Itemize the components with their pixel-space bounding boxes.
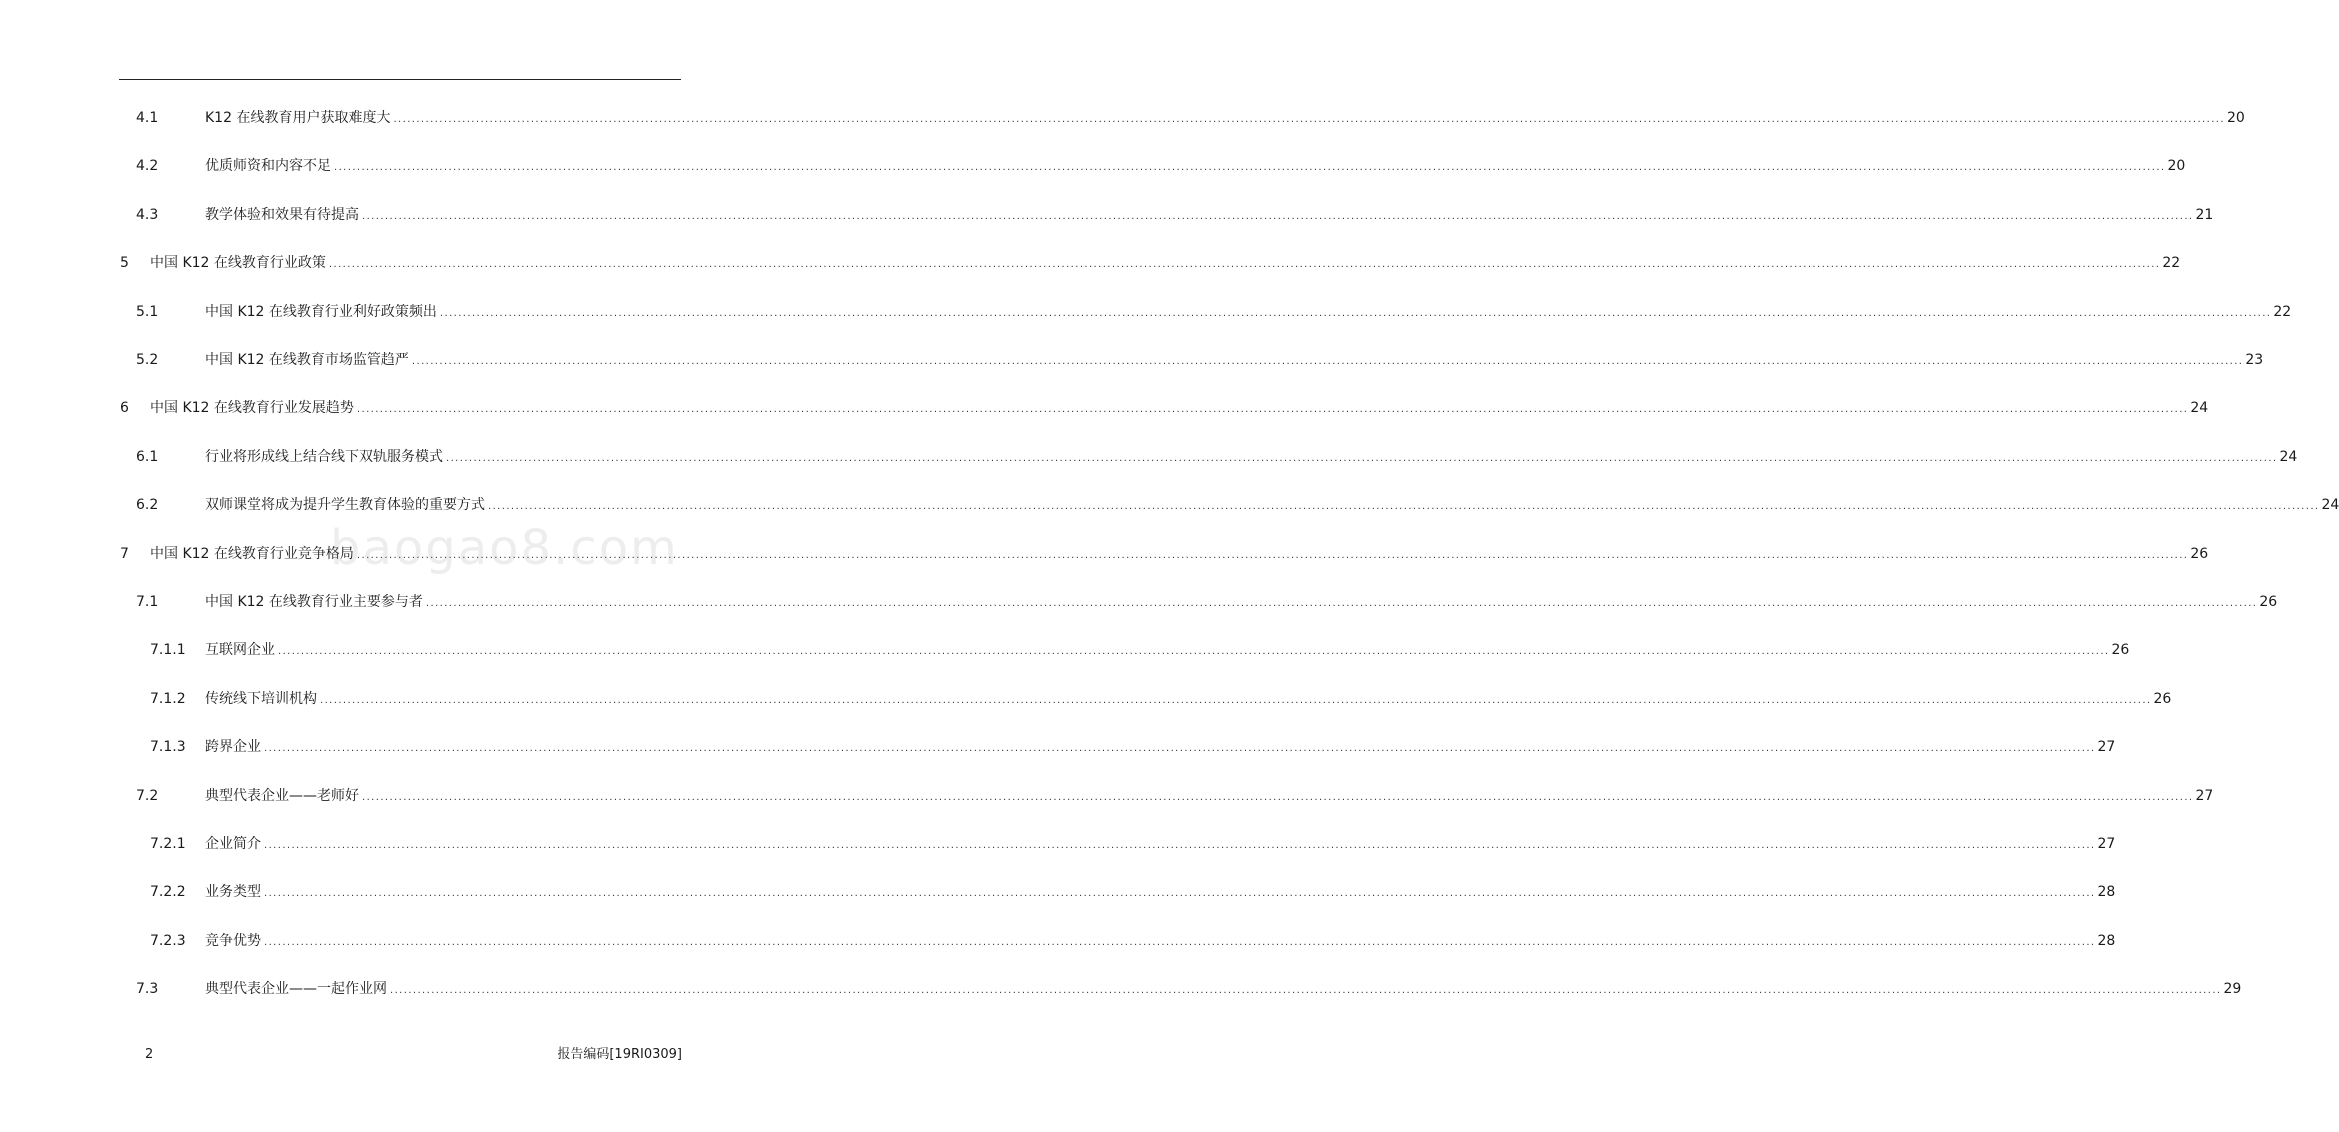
toc-entry-line [205, 493, 2339, 519]
toc-entry[interactable] [0, 687, 2172, 711]
toc-entry[interactable] [0, 493, 2339, 517]
toc-entry-number: 7.1 [136, 594, 159, 610]
toc-entry-number: 7.2.3 [150, 933, 186, 949]
toc-entry-page: 22 [2162, 255, 2181, 271]
toc-entry-number: 4.3 [136, 207, 159, 223]
toc-entry-number: 6.2 [136, 497, 159, 513]
toc-entry-title: 中国 K12 在线教育行业发展趋势 [150, 400, 354, 416]
toc-entry-title: K12 在线教育用户获取难度大 [205, 110, 391, 126]
toc-entry-line [150, 251, 2181, 277]
toc-entry-number: 5 [120, 255, 129, 271]
toc-entry-number: 4.1 [136, 110, 159, 126]
toc-entry-title: 中国 K12 在线教育行业政策 [150, 255, 326, 271]
toc-dot-leader: ................................................................................................................................................................................................................................................................................................................................................................................................................ [362, 792, 2194, 803]
toc-entry-title: 中国 K12 在线教育行业主要参与者 [205, 594, 423, 610]
footer-report-code: 报告编码[19RI0309] [557, 1047, 682, 1062]
toc-entry[interactable] [0, 735, 2116, 759]
toc-entry-title: 中国 K12 在线教育行业竞争格局 [150, 546, 354, 562]
toc-entry-line [205, 300, 2292, 326]
toc-entry-page: 28 [2097, 884, 2116, 900]
toc-entry-page: 27 [2097, 739, 2116, 755]
toc-entry-line [205, 590, 2278, 616]
toc-dot-leader: ................................................................................................................................................................................................................................................................................................................................................................................................................ [446, 453, 2278, 464]
toc-entry-title: 跨界企业 [205, 739, 261, 755]
toc-entry-line [205, 348, 2264, 374]
toc-dot-leader: ................................................................................................................................................................................................................................................................................................................................................................................................................ [390, 985, 2222, 996]
toc-entry-number: 6.1 [136, 449, 159, 465]
toc-entry-page: 27 [2195, 788, 2214, 804]
toc-entry[interactable] [0, 348, 2264, 372]
toc-entry-page: 28 [2097, 933, 2116, 949]
toc-entry-page: 29 [2223, 981, 2242, 997]
toc-entry-number: 5.1 [136, 304, 159, 320]
toc-entry[interactable] [0, 300, 2292, 324]
toc-dot-leader: ................................................................................................................................................................................................................................................................................................................................................................................................................ [264, 888, 2096, 899]
toc-entry-title: 中国 K12 在线教育行业利好政策频出 [205, 304, 437, 320]
toc-dot-leader: ................................................................................................................................................................................................................................................................................................................................................................................................................ [264, 743, 2096, 754]
toc-entry-page: 26 [2190, 546, 2209, 562]
toc-entry[interactable] [0, 106, 2245, 130]
toc-entry-number: 6 [120, 400, 129, 416]
toc-entry-number: 7.1.1 [150, 642, 186, 658]
toc-entry-title: 竞争优势 [205, 933, 261, 949]
toc-entry[interactable] [0, 832, 2116, 856]
toc-dot-leader: ................................................................................................................................................................................................................................................................................................................................................................................................................ [411, 356, 2244, 367]
toc-entry-title: 典型代表企业——老师好 [205, 788, 359, 804]
toc-entry-line [205, 106, 2245, 132]
toc-entry-page: 26 [2153, 691, 2172, 707]
toc-dot-leader: ................................................................................................................................................................................................................................................................................................................................................................................................................ [356, 404, 2189, 415]
toc-entry-number: 5.2 [136, 352, 159, 368]
toc-entry-page: 26 [2111, 642, 2130, 658]
toc-dot-leader: ................................................................................................................................................................................................................................................................................................................................................................................................................ [320, 695, 2152, 706]
toc-entry[interactable] [0, 590, 2278, 614]
toc-entry[interactable] [0, 638, 2130, 662]
toc-entry[interactable] [0, 784, 2214, 808]
toc-entry[interactable] [0, 929, 2116, 953]
toc-dot-leader: ................................................................................................................................................................................................................................................................................................................................................................................................................ [264, 937, 2096, 948]
toc-entry-page: 20 [2226, 110, 2245, 126]
toc-entry-number: 7.1.2 [150, 691, 186, 707]
toc-entry-line [205, 203, 2214, 229]
toc-entry-title: 业务类型 [205, 884, 261, 900]
toc-entry-line [205, 445, 2298, 471]
toc-dot-leader: ................................................................................................................................................................................................................................................................................................................................................................................................................ [334, 162, 2166, 173]
toc-entry-title: 典型代表企业——一起作业网 [205, 981, 387, 997]
toc-entry-number: 7.2.1 [150, 836, 186, 852]
toc-dot-leader: ................................................................................................................................................................................................................................................................................................................................................................................................................ [393, 114, 2225, 125]
toc-entry[interactable] [0, 251, 2181, 275]
toc-entry-line [205, 880, 2116, 906]
toc-entry[interactable] [0, 154, 2186, 178]
toc-entry[interactable] [0, 445, 2298, 469]
toc-entry-line [205, 784, 2214, 810]
toc-entry-page: 24 [2279, 449, 2298, 465]
toc-entry-title: 行业将形成线上结合线下双轨服务模式 [205, 449, 443, 465]
toc-entry[interactable] [0, 880, 2116, 904]
watermark: baogao8.com [330, 520, 679, 576]
footer-page-number: 2 [145, 1047, 154, 1062]
toc-entry-title: 中国 K12 在线教育市场监管趋严 [205, 352, 409, 368]
toc-entry-title: 传统线下培训机构 [205, 691, 317, 707]
toc-entry-line [205, 929, 2116, 955]
toc-dot-leader: ................................................................................................................................................................................................................................................................................................................................................................................................................ [328, 259, 2161, 270]
toc-dot-leader: ................................................................................................................................................................................................................................................................................................................................................................................................................ [278, 646, 2110, 657]
toc-dot-leader: ................................................................................................................................................................................................................................................................................................................................................................................................................ [425, 598, 2258, 609]
toc-entry-page: 22 [2273, 304, 2292, 320]
toc-dot-leader: ................................................................................................................................................................................................................................................................................................................................................................................................................ [488, 501, 2320, 512]
toc-entry-title: 互联网企业 [205, 642, 275, 658]
toc-entry-page: 24 [2321, 497, 2339, 513]
toc-entry-number: 7 [120, 546, 129, 562]
toc-entry-number: 7.3 [136, 981, 159, 997]
toc-entry-line [205, 832, 2116, 858]
toc-entry[interactable] [0, 203, 2214, 227]
toc-dot-leader: ................................................................................................................................................................................................................................................................................................................................................................................................................ [356, 550, 2189, 561]
toc-entry-line [205, 154, 2186, 180]
toc-entry-page: 20 [2167, 158, 2186, 174]
toc-dot-leader: ................................................................................................................................................................................................................................................................................................................................................................................................................ [362, 211, 2194, 222]
toc-entry-title: 企业简介 [205, 836, 261, 852]
toc-entry-title: 双师课堂将成为提升学生教育体验的重要方式 [205, 497, 485, 513]
toc-entry-page: 26 [2259, 594, 2278, 610]
toc-entry-title: 教学体验和效果有待提高 [205, 207, 359, 223]
toc-entry-page: 21 [2195, 207, 2214, 223]
toc-entry-page: 24 [2190, 400, 2209, 416]
toc-entry-number: 7.2.2 [150, 884, 186, 900]
toc-dot-leader: ................................................................................................................................................................................................................................................................................................................................................................................................................ [264, 840, 2096, 851]
toc-entry-line [205, 977, 2242, 1003]
toc-entry-title: 优质师资和内容不足 [205, 158, 331, 174]
toc-entry-line [205, 687, 2172, 713]
toc-entry-line [205, 638, 2130, 664]
toc-entry-number: 4.2 [136, 158, 159, 174]
toc-entry-line [150, 396, 2209, 422]
toc-entry-number: 7.1.3 [150, 739, 186, 755]
toc-dot-leader: ................................................................................................................................................................................................................................................................................................................................................................................................................ [439, 308, 2272, 319]
toc-entry[interactable] [0, 977, 2242, 1001]
toc-entry-number: 7.2 [136, 788, 159, 804]
toc-entry-page: 23 [2245, 352, 2264, 368]
toc-entry-line [205, 735, 2116, 761]
toc-entry-page: 27 [2097, 836, 2116, 852]
toc-entry[interactable] [0, 396, 2209, 420]
